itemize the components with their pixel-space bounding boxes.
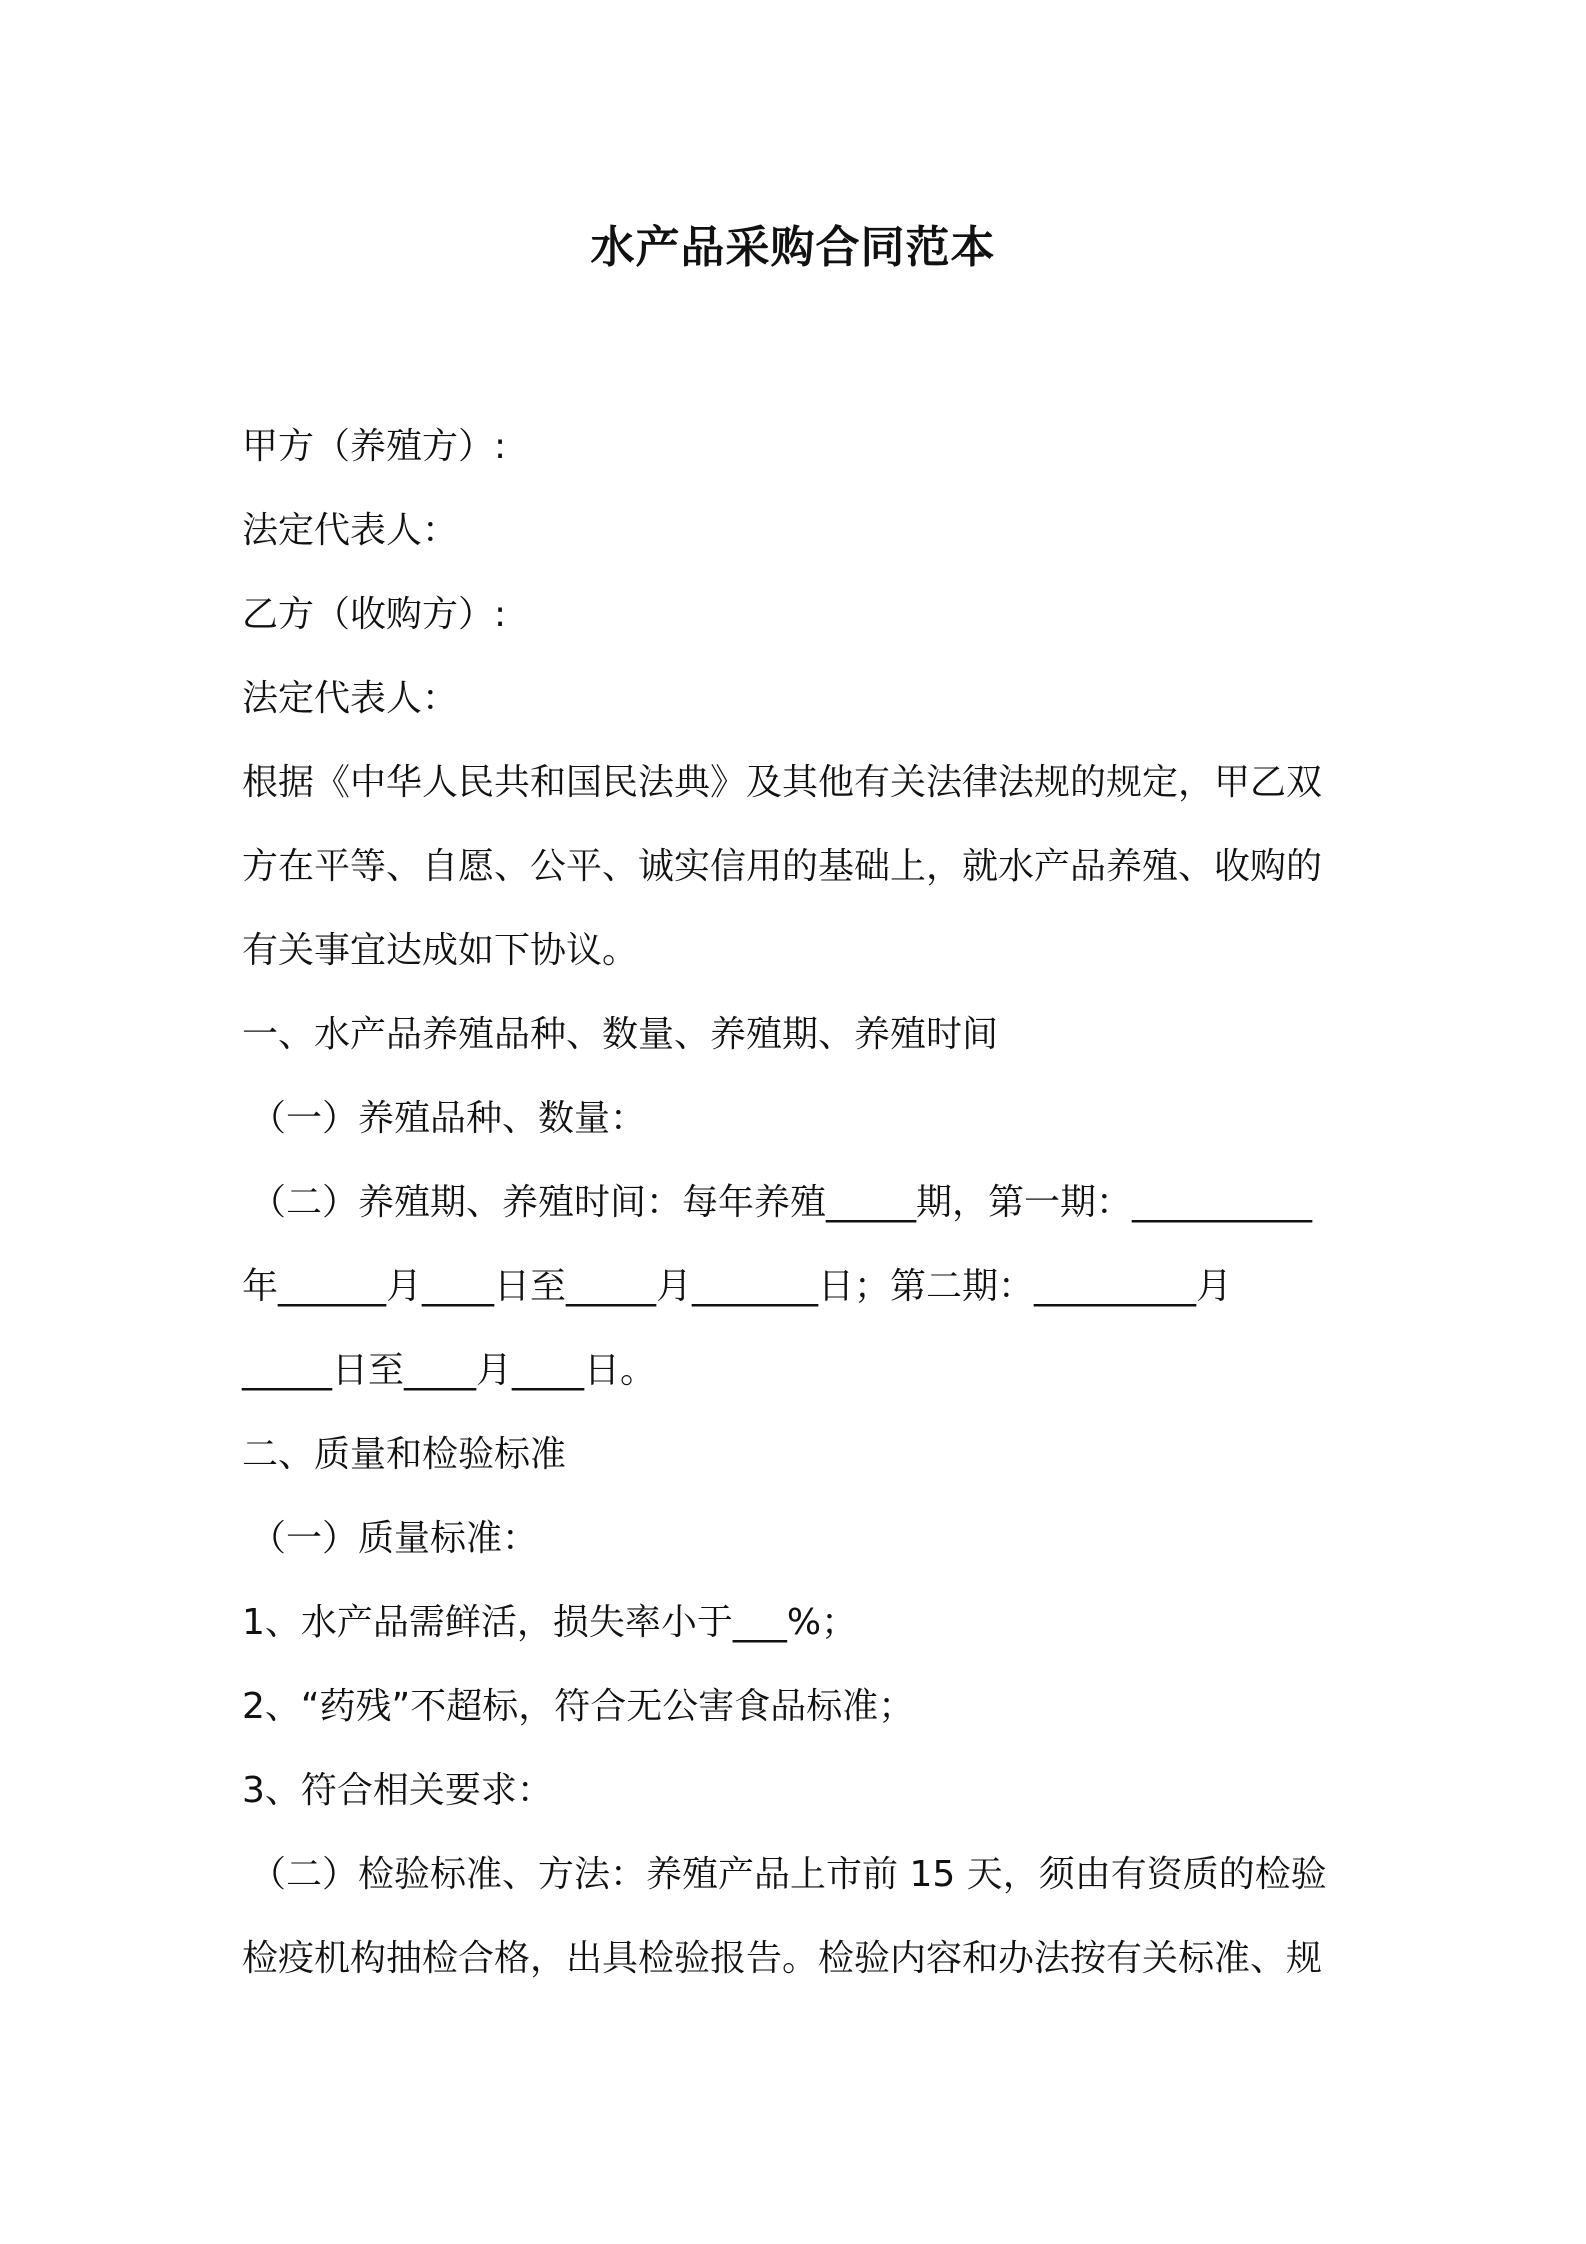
quality-clause-2: 2、“药残”不超标，符合无公害食品标准； xyxy=(242,1686,915,1727)
section-1-item-2-line-1: （二）养殖期、养殖时间：每年养殖_____期，第一期：__________ xyxy=(250,1182,1313,1223)
section-2-item-2-line-1: （二）检验标准、方法：养殖产品上市前 15 天，须由有资质的检验 xyxy=(250,1854,1327,1895)
quality-clause-1: 1、水产品需鲜活，损失率小于___%； xyxy=(242,1602,858,1643)
section-1-item-2-line-2: 年______月____日至_____月_______日；第二期：_________月 xyxy=(242,1266,1233,1307)
section-1-item-2-line-3: _____日至____月____日。 xyxy=(242,1350,657,1391)
document-title: 水产品采购合同范本 xyxy=(590,222,996,273)
quality-clause-3: 3、符合相关要求： xyxy=(242,1770,553,1811)
section-2-item-2-line-2: 检疫机构抽检合格，出具检验报告。检验内容和办法按有关标准、规 xyxy=(242,1938,1323,1979)
section-2-heading: 二、质量和检验标准 xyxy=(242,1434,567,1475)
section-1-heading: 一、水产品养殖品种、数量、养殖期、养殖时间 xyxy=(242,1014,999,1055)
party-b-representative-line: 法定代表人： xyxy=(242,678,459,719)
section-2-item-1: （一）质量标准： xyxy=(250,1518,539,1559)
party-b-line: 乙方（收购方）: xyxy=(242,594,507,635)
party-a-line: 甲方（养殖方）: xyxy=(242,426,507,467)
document-body xyxy=(242,405,1352,2001)
section-1-item-1: （一）养殖品种、数量： xyxy=(250,1098,647,1139)
preamble-line-3: 有关事宜达成如下协议。 xyxy=(242,930,639,971)
party-a-representative-line: 法定代表人： xyxy=(242,510,459,551)
preamble-line-1: 根据《中华人民共和国民法典》及其他有关法律法规的规定，甲乙双 xyxy=(242,762,1323,803)
preamble-line-2: 方在平等、自愿、公平、诚实信用的基础上，就水产品养殖、收购的 xyxy=(242,846,1323,887)
